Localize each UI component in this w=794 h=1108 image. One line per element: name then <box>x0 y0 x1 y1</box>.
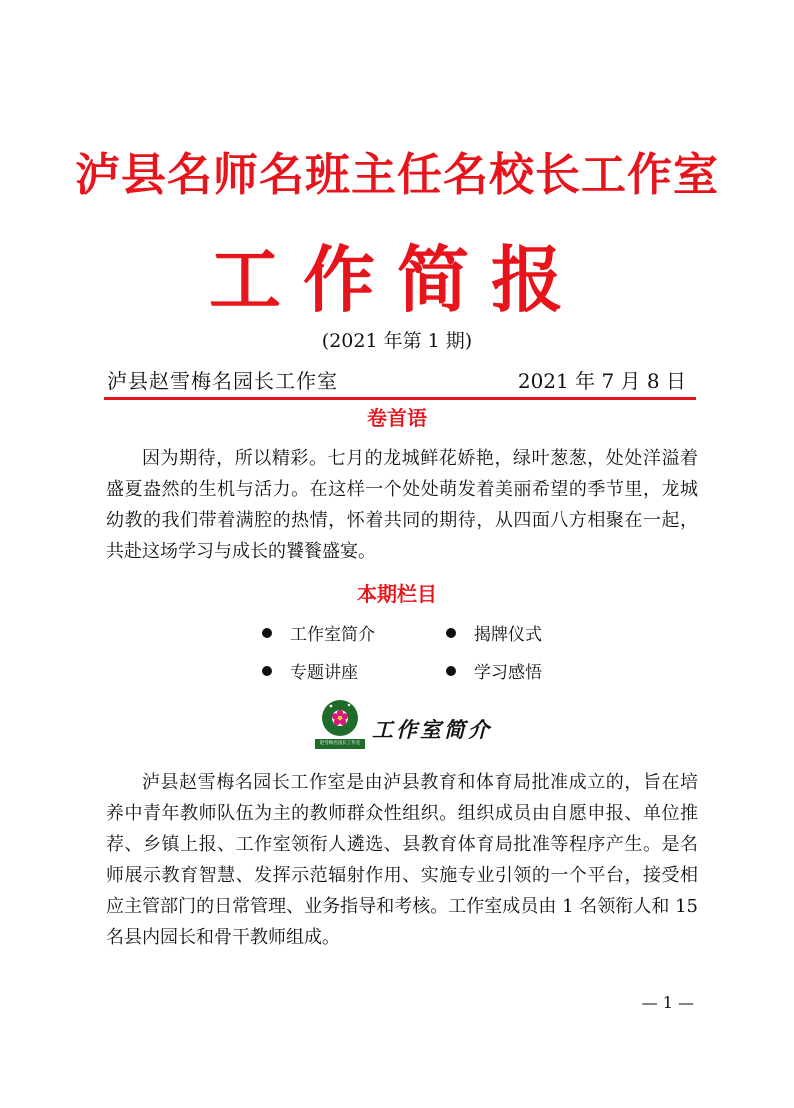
header-divider <box>104 397 696 400</box>
contents-item[interactable] <box>262 620 375 645</box>
foreword-heading: 卷首语 <box>367 406 427 430</box>
issue-date: 2021 年 7 月 8 日 <box>517 369 686 393</box>
contents-item-label: 工作室简介 <box>290 625 375 645</box>
contents-item[interactable] <box>446 620 542 645</box>
intro-heading: 工作室简介 <box>372 718 492 742</box>
contents-item-label: 揭牌仪式 <box>474 625 542 645</box>
contents-item-label: 专题讲座 <box>290 663 358 683</box>
organization-name: 泸县赵雪梅名园长工作室 <box>107 369 338 393</box>
bullet-icon <box>446 628 456 638</box>
contents-heading: 本期栏目 <box>357 582 437 606</box>
contents-item-label: 学习感悟 <box>474 663 542 683</box>
logo-caption: 赵雪梅名园长工作室 <box>319 741 361 746</box>
bullet-icon <box>262 628 272 638</box>
main-title: 工作简报 <box>208 237 585 322</box>
org-title: 泸县名师名班主任名校长工作室 <box>74 148 719 201</box>
page-number: — 1 — <box>641 993 694 1012</box>
foreword-paragraph: 因为期待，所以精彩。七月的龙城鲜花娇艳，绿叶葱葱，处处洋溢着盛夏盎然的生机与活力。在这样一个处处萌发着美丽希望的季节里，龙城幼教的我们带着满腔的热情，怀着共同的期待，从四面八方相聚在一起，共赴这场学习与成长的饕餮盛宴。 <box>106 448 698 562</box>
studio-logo-icon <box>312 696 368 752</box>
intro-paragraph: 泸县赵雪梅名园长工作室是由泸县教育和体育局批准成立的，旨在培养中青年教师队伍为主的教师群众性组织。组织成员由自愿申报、单位推荐、乡镇上报、工作室领衔人遴选、县教育体育局批准等程序产生。是名师展示教育智慧、发挥示范辐射作用、实施专业引领的一个平台，接受相应主管部门的日常管理、业务指导和考核。工作室成员由 1 名领衔人和 15 名县内园长和骨干教师组成。 <box>106 772 698 948</box>
contents-item[interactable] <box>262 658 358 683</box>
contents-item[interactable] <box>446 658 542 683</box>
bullet-icon <box>446 666 456 676</box>
bullet-icon <box>262 666 272 676</box>
issue-number: (2021 年第 1 期) <box>321 330 473 352</box>
